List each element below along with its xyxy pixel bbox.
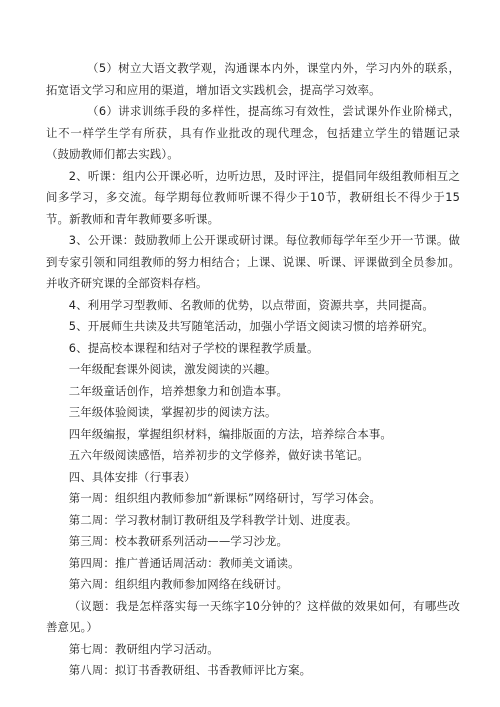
week-8-line: 第八周：拟订书香教研组、书香教师评比方案。 [68,663,312,677]
week-3-line: 第三周：校本教研系列活动——学习沙龙。 [68,534,289,548]
grade-one-line: 一年级配套课外阅读，激发阅读的兴趣。 [68,362,277,376]
paragraph-school-curriculum: 6、提高校本课程和结对子学校的课程教学质量。 [68,340,319,355]
paragraph-5-broad-chinese-view: （5）树立大语文教学观，沟通课本内外，课堂内外，学习内外的联系，拓宽语文学习和应用的渠道，增加语文实践机会，提高学习效率。 [46,61,460,97]
section-heading-schedule: 四、具体安排（行事表） [68,469,196,484]
grade-three-line: 三年级体验阅读，掌握初步的阅读方法。 [68,405,277,419]
week-4-line: 第四周：推广普通话周活动：教师美文诵读。 [68,555,300,570]
discussion-topic: （议题：我是怎样落实每一天练字10分钟的？这样做的效果如何，有哪些改善意见。） [46,598,460,634]
grade-four-line: 四年级编报，掌握组织材料，编排版面的方法，培养综合本事。 [68,426,392,441]
grade-five-six-line: 五六年级阅读感悟，培养初步的文学修养，做好读书笔记。 [68,448,369,462]
week-2-line: 第二周：学习教材制订教研组及学科教学计划、进度表。 [68,512,358,527]
grade-two-line: 二年级童话创作，培养想象力和创造本事。 [68,383,289,398]
week-6-line: 第六周：组织组内教师参加网络在线研讨。 [68,577,289,591]
paragraph-open-class: 3、公开课：鼓励教师上公开课或研讨课。每位教师每学年至少开一节课。做到专家引领和同组教师的努力相结合；上课、说课、听课、评课做到全员参加。并收齐研究课的全部资料存档。 [46,233,460,290]
paragraph-learning-teachers: 4、利用学习型教师、名教师的优势，以点带面，资源共享，共同提高。 [68,297,434,312]
week-7-line: 第七周：教研组内学习活动。 [68,641,219,656]
paragraph-6-training-methods: （6）讲求训练手段的多样性，提高练习有效性，尝试课外作业阶梯式，让不一样学生学有所获，具有作业批改的现代理念，包括建立学生的错题记录（鼓励教师们都去实践）。 [46,104,460,161]
paragraph-co-reading: 5、开展师生共读及共写随笔活动，加强小学语文阅读习惯的培养研究。 [68,319,434,333]
paragraph-lesson-observation: 2、听课：组内公开课必听，边听边思，及时评注，提倡同年级组教师相互之间多学习，多交流。每学期每位教师听课不得少于10节，教研组长不得少于15节。新教师和青年教师要多听课。 [46,168,460,226]
week-1-line: 第一周：组织组内教师参加“新课标”网络研讨，写学习体会。 [68,491,381,505]
